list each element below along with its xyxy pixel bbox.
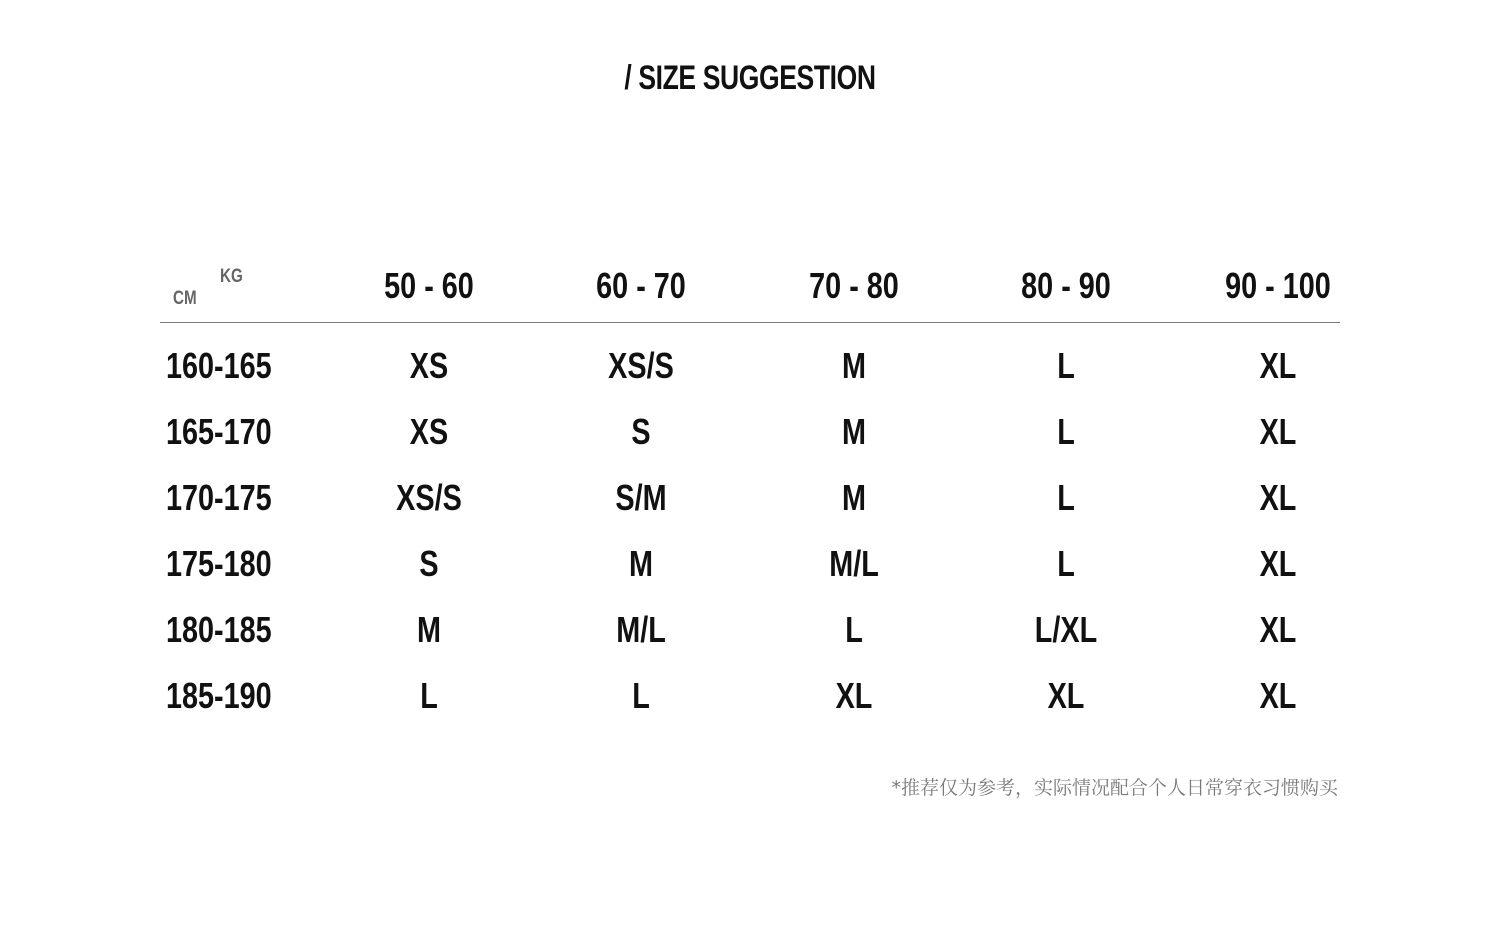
table-row: [160, 465, 1340, 531]
page-title: / SIZE SUGGESTION: [624, 59, 876, 97]
size-cell: XS: [409, 345, 449, 386]
table-row: [160, 399, 1340, 465]
footnote: *推荐仅为参考，实际情况配合个人日常穿衣习惯购买: [891, 777, 1338, 799]
size-cell: M: [629, 543, 653, 584]
row-header-height: 185-190: [166, 675, 272, 716]
size-cell: XL: [835, 675, 873, 716]
size-cell: M: [842, 345, 866, 386]
size-cell: L: [632, 675, 650, 716]
size-cell: XL: [1259, 543, 1297, 584]
size-cell: M/L: [616, 609, 666, 650]
size-cell: L: [1057, 543, 1075, 584]
size-cell: XS/S: [396, 477, 462, 518]
column-header-weight: 50 - 60: [384, 265, 474, 306]
size-cell: S/M: [615, 477, 667, 518]
size-cell: L: [420, 675, 438, 716]
height-unit-label: CM: [173, 288, 197, 309]
size-table-body: [160, 333, 1340, 729]
header-divider: [160, 322, 1340, 323]
table-row: [160, 663, 1340, 729]
column-header-weight: 60 - 70: [596, 265, 686, 306]
size-cell: L: [1057, 411, 1075, 452]
size-cell: L: [845, 609, 863, 650]
size-cell: XS: [409, 411, 449, 452]
size-cell: XL: [1259, 477, 1297, 518]
weight-unit-label: KG: [220, 266, 243, 287]
size-cell: M: [842, 477, 866, 518]
size-cell: XL: [1259, 411, 1297, 452]
table-row: [160, 597, 1340, 663]
size-cell: XL: [1047, 675, 1085, 716]
table-header: [160, 258, 1340, 318]
row-header-height: 175-180: [166, 543, 272, 584]
column-header-weight: 90 - 100: [1225, 265, 1331, 306]
row-header-height: 165-170: [166, 411, 272, 452]
table-row: [160, 333, 1340, 399]
row-header-height: 170-175: [166, 477, 272, 518]
size-cell: S: [419, 543, 439, 584]
size-cell: XL: [1259, 675, 1297, 716]
size-cell: L: [1057, 477, 1075, 518]
size-cell: M/L: [829, 543, 879, 584]
size-cell: M: [842, 411, 866, 452]
size-cell: S: [631, 411, 651, 452]
row-header-height: 180-185: [166, 609, 272, 650]
row-header-height: 160-165: [166, 345, 272, 386]
size-cell: L/XL: [1034, 609, 1098, 650]
table-row: [160, 531, 1340, 597]
size-cell: XS/S: [608, 345, 674, 386]
size-cell: XL: [1259, 345, 1297, 386]
size-cell: M: [417, 609, 441, 650]
column-header-weight: 80 - 90: [1021, 265, 1111, 306]
size-cell: L: [1057, 345, 1075, 386]
size-cell: XL: [1259, 609, 1297, 650]
column-header-weight: 70 - 80: [809, 265, 899, 306]
